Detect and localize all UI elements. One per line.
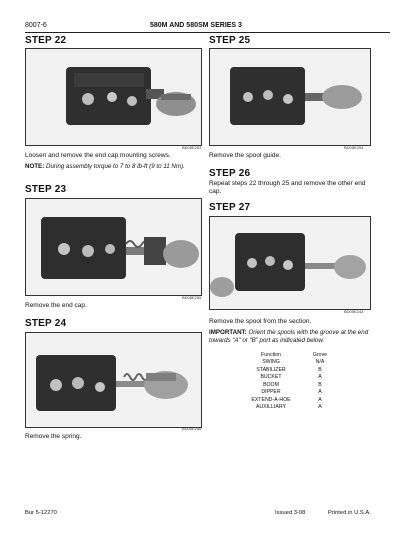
step-22-figure-id: BD05E253 [182, 145, 202, 150]
table-cell-function: SWING [262, 359, 280, 366]
table-cell-groove: A [318, 374, 322, 381]
table-cell-function: BUCKET [260, 374, 282, 381]
step-24-text: Remove the spring. [25, 433, 82, 440]
table-cell-groove: A [318, 389, 322, 396]
important-text: Orient the spools with the groove at the end towards “A” or “B” port as indicated below. [209, 329, 369, 344]
document-number: 8007-6 [25, 22, 47, 29]
step-22-note [25, 163, 205, 171]
table-cell-groove: A [318, 396, 322, 403]
note-label: NOTE: [25, 163, 45, 170]
footer-printed: Printed in U.S.A. [328, 510, 371, 516]
step-22-text: Loosen and remove the end cap mounting screws. [25, 152, 171, 159]
step-24-title: STEP 24 [25, 318, 67, 329]
table-row [236, 381, 334, 389]
step-27-photo [209, 216, 371, 310]
step-22-title: STEP 22 [25, 35, 67, 46]
table-header-grove: Grove [312, 351, 328, 358]
step-23-figure-id: BD05E255 [182, 295, 202, 300]
table-cell-function: AUXILLIARY [256, 404, 286, 411]
step-25-photo [209, 48, 371, 146]
step-27-important [209, 329, 379, 344]
step-27-figure-id: BD05E243 [344, 309, 364, 314]
model-title: 580M AND 580SM SERIES 3 [150, 22, 242, 29]
table-cell-function: DIPPER [261, 389, 281, 396]
table-row [236, 374, 334, 382]
footer-bur: Bur 5-12270 [25, 510, 57, 516]
step-27-text: Remove the spool from the section. [209, 318, 312, 325]
step-23-photo [25, 198, 202, 296]
step-23-text: Remove the end cap. [25, 302, 87, 309]
table-cell-function: BOOM [263, 381, 279, 388]
step-25-text: Remove the spool guide. [209, 152, 281, 159]
step-23-title: STEP 23 [25, 184, 67, 195]
table-cell-groove: B [318, 381, 322, 388]
step-22-photo [25, 48, 202, 146]
table-cell-groove: A [318, 404, 322, 411]
important-label: IMPORTANT: [209, 329, 247, 336]
table-row [236, 359, 334, 367]
table-cell-groove: N/A [315, 359, 325, 366]
table-header-function: Function [261, 351, 281, 358]
table-row [236, 404, 334, 412]
table-row [236, 366, 334, 374]
step-27-title: STEP 27 [209, 202, 251, 213]
table-cell-function: STABILIZER [256, 366, 286, 373]
table-row [236, 389, 334, 397]
table-header-row [236, 351, 334, 359]
footer-issued: Issued 3-08 [275, 510, 306, 516]
table-cell-function: EXTEND-A-HOE [251, 396, 291, 403]
step-26-text: Repeat steps 22 through 25 and remove the other end cap. [209, 180, 366, 195]
header-rule [25, 32, 390, 33]
step-25-title: STEP 25 [209, 35, 251, 46]
table-cell-groove: B [318, 366, 322, 373]
note-text: During assembly torque to 7 to 8 lb-ft (9 to 11 Nm). [45, 163, 185, 170]
function-groove-table [236, 351, 334, 411]
step-26-title: STEP 26 [209, 168, 251, 179]
step-24-photo [25, 332, 202, 428]
table-row [236, 396, 334, 404]
step-24-figure-id: BD05E256 [182, 426, 202, 431]
step-25-figure-id: BD05E254 [344, 145, 364, 150]
